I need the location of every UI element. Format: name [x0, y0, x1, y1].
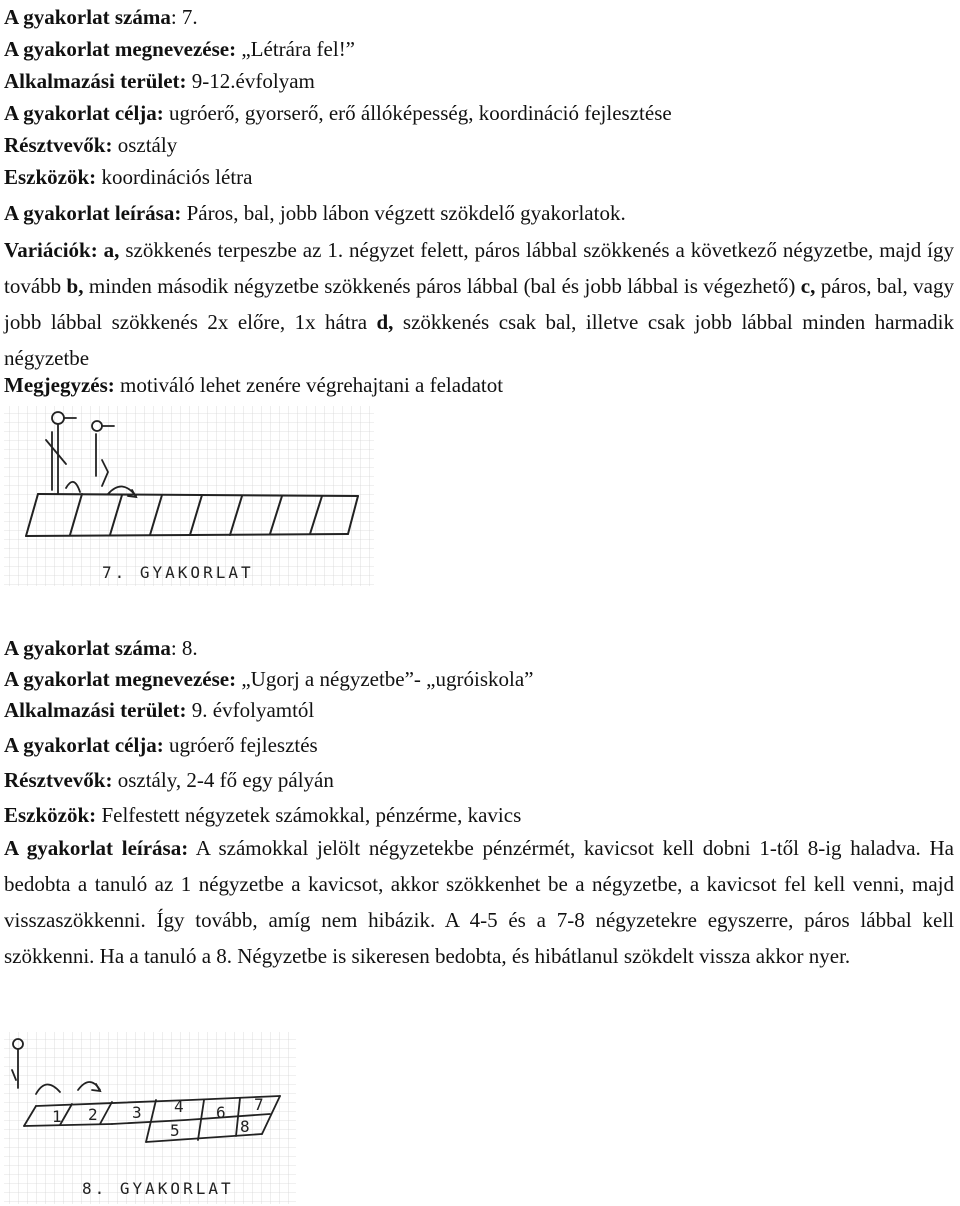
hop-number: 6: [216, 1103, 226, 1122]
ex8-goal-line: A gyakorlat célja: ugróerő fejlesztés: [4, 733, 318, 757]
ex7-ladder-sketch: [0, 404, 380, 590]
ex8-description-paragraph: A gyakorlat leírása: A számokkal jelölt négyzetekbe pénzérmét, kavicsot kell dobni 1-től 8-ig haladva. Ha bedobta a tanuló az 1 négyzetbe a kavicsot, akkor szökkenhet be a négyzetbe, a kavicsot fel kell venni, majd visszaszökkenni. Így tovább, amíg nem hibázik. A 4-5 és a 7-8 négyzetekre egyszerre, páros lábbal kell szökkenni. Ha a tanuló a 8. Négyzetbe is sikeresen bedobta, és hibátlanul szökdelt vissza akkor nyer.: [4, 836, 954, 968]
ex8-hopscotch-sketch: [0, 1030, 300, 1206]
sketch-caption: 8. GYAKORLAT: [82, 1179, 234, 1198]
hopscotch-drawing: [0, 1030, 300, 1206]
ex8-tools-line: Eszközök: Felfestett négyzetek számokkal, pénzérme, kavics: [4, 803, 522, 827]
ex7-name-line: A gyakorlat megnevezése: „Létrára fel!”: [4, 37, 356, 61]
ex8-participants-line: Résztvevők: osztály, 2-4 fő egy pályán: [4, 768, 334, 792]
ladder-drawing: [0, 404, 380, 590]
hop-number: 2: [88, 1105, 98, 1124]
ex7-goal-line: A gyakorlat célja: ugróerő, gyorserő, erő állóképesség, koordináció fejlesztése: [4, 101, 672, 125]
hop-number: 7: [254, 1095, 264, 1114]
ex7-tools-line: Eszközök: koordinációs létra: [4, 165, 253, 189]
ex7-description-line: A gyakorlat leírása: Páros, bal, jobb lábon végzett szökdelő gyakorlatok.: [4, 201, 626, 225]
hop-number: 3: [132, 1103, 142, 1122]
ex7-area-line: Alkalmazási terület: 9-12.évfolyam: [4, 69, 315, 93]
ex7-participants-line: Résztvevők: osztály: [4, 133, 178, 157]
hop-number: 4: [174, 1097, 184, 1116]
hop-number: 5: [170, 1121, 180, 1140]
ex8-name-line: A gyakorlat megnevezése: „Ugorj a négyzetbe”- „ugróiskola”: [4, 667, 534, 691]
ex8-number-line: A gyakorlat száma: 8.: [4, 636, 198, 660]
hop-number: 8: [240, 1117, 250, 1136]
ex8-area-line: Alkalmazási terület: 9. évfolyamtól: [4, 698, 315, 722]
sketch-caption: 7. GYAKORLAT: [102, 563, 254, 582]
ex7-note-line: Megjegyzés: motiváló lehet zenére végrehajtani a feladatot: [4, 373, 504, 397]
ex7-number-line: A gyakorlat száma: 7.: [4, 5, 198, 29]
hop-number: 1: [52, 1107, 62, 1126]
ex7-variations-paragraph: Variációk: a, szökkenés terpeszbe az 1. négyzet felett, páros lábbal szökkenés a következő négyzetbe, majd így tovább b, minden második négyzetbe szökkenés páros lábbal (bal és jobb lábbal is végezhető) c, páros, bal, vagy jobb lábbal szökkenés 2x előre, 1x hátra d, szökkenés csak bal, illetve csak jobb lábbal minden harmadik négyzetbe: [4, 238, 955, 370]
